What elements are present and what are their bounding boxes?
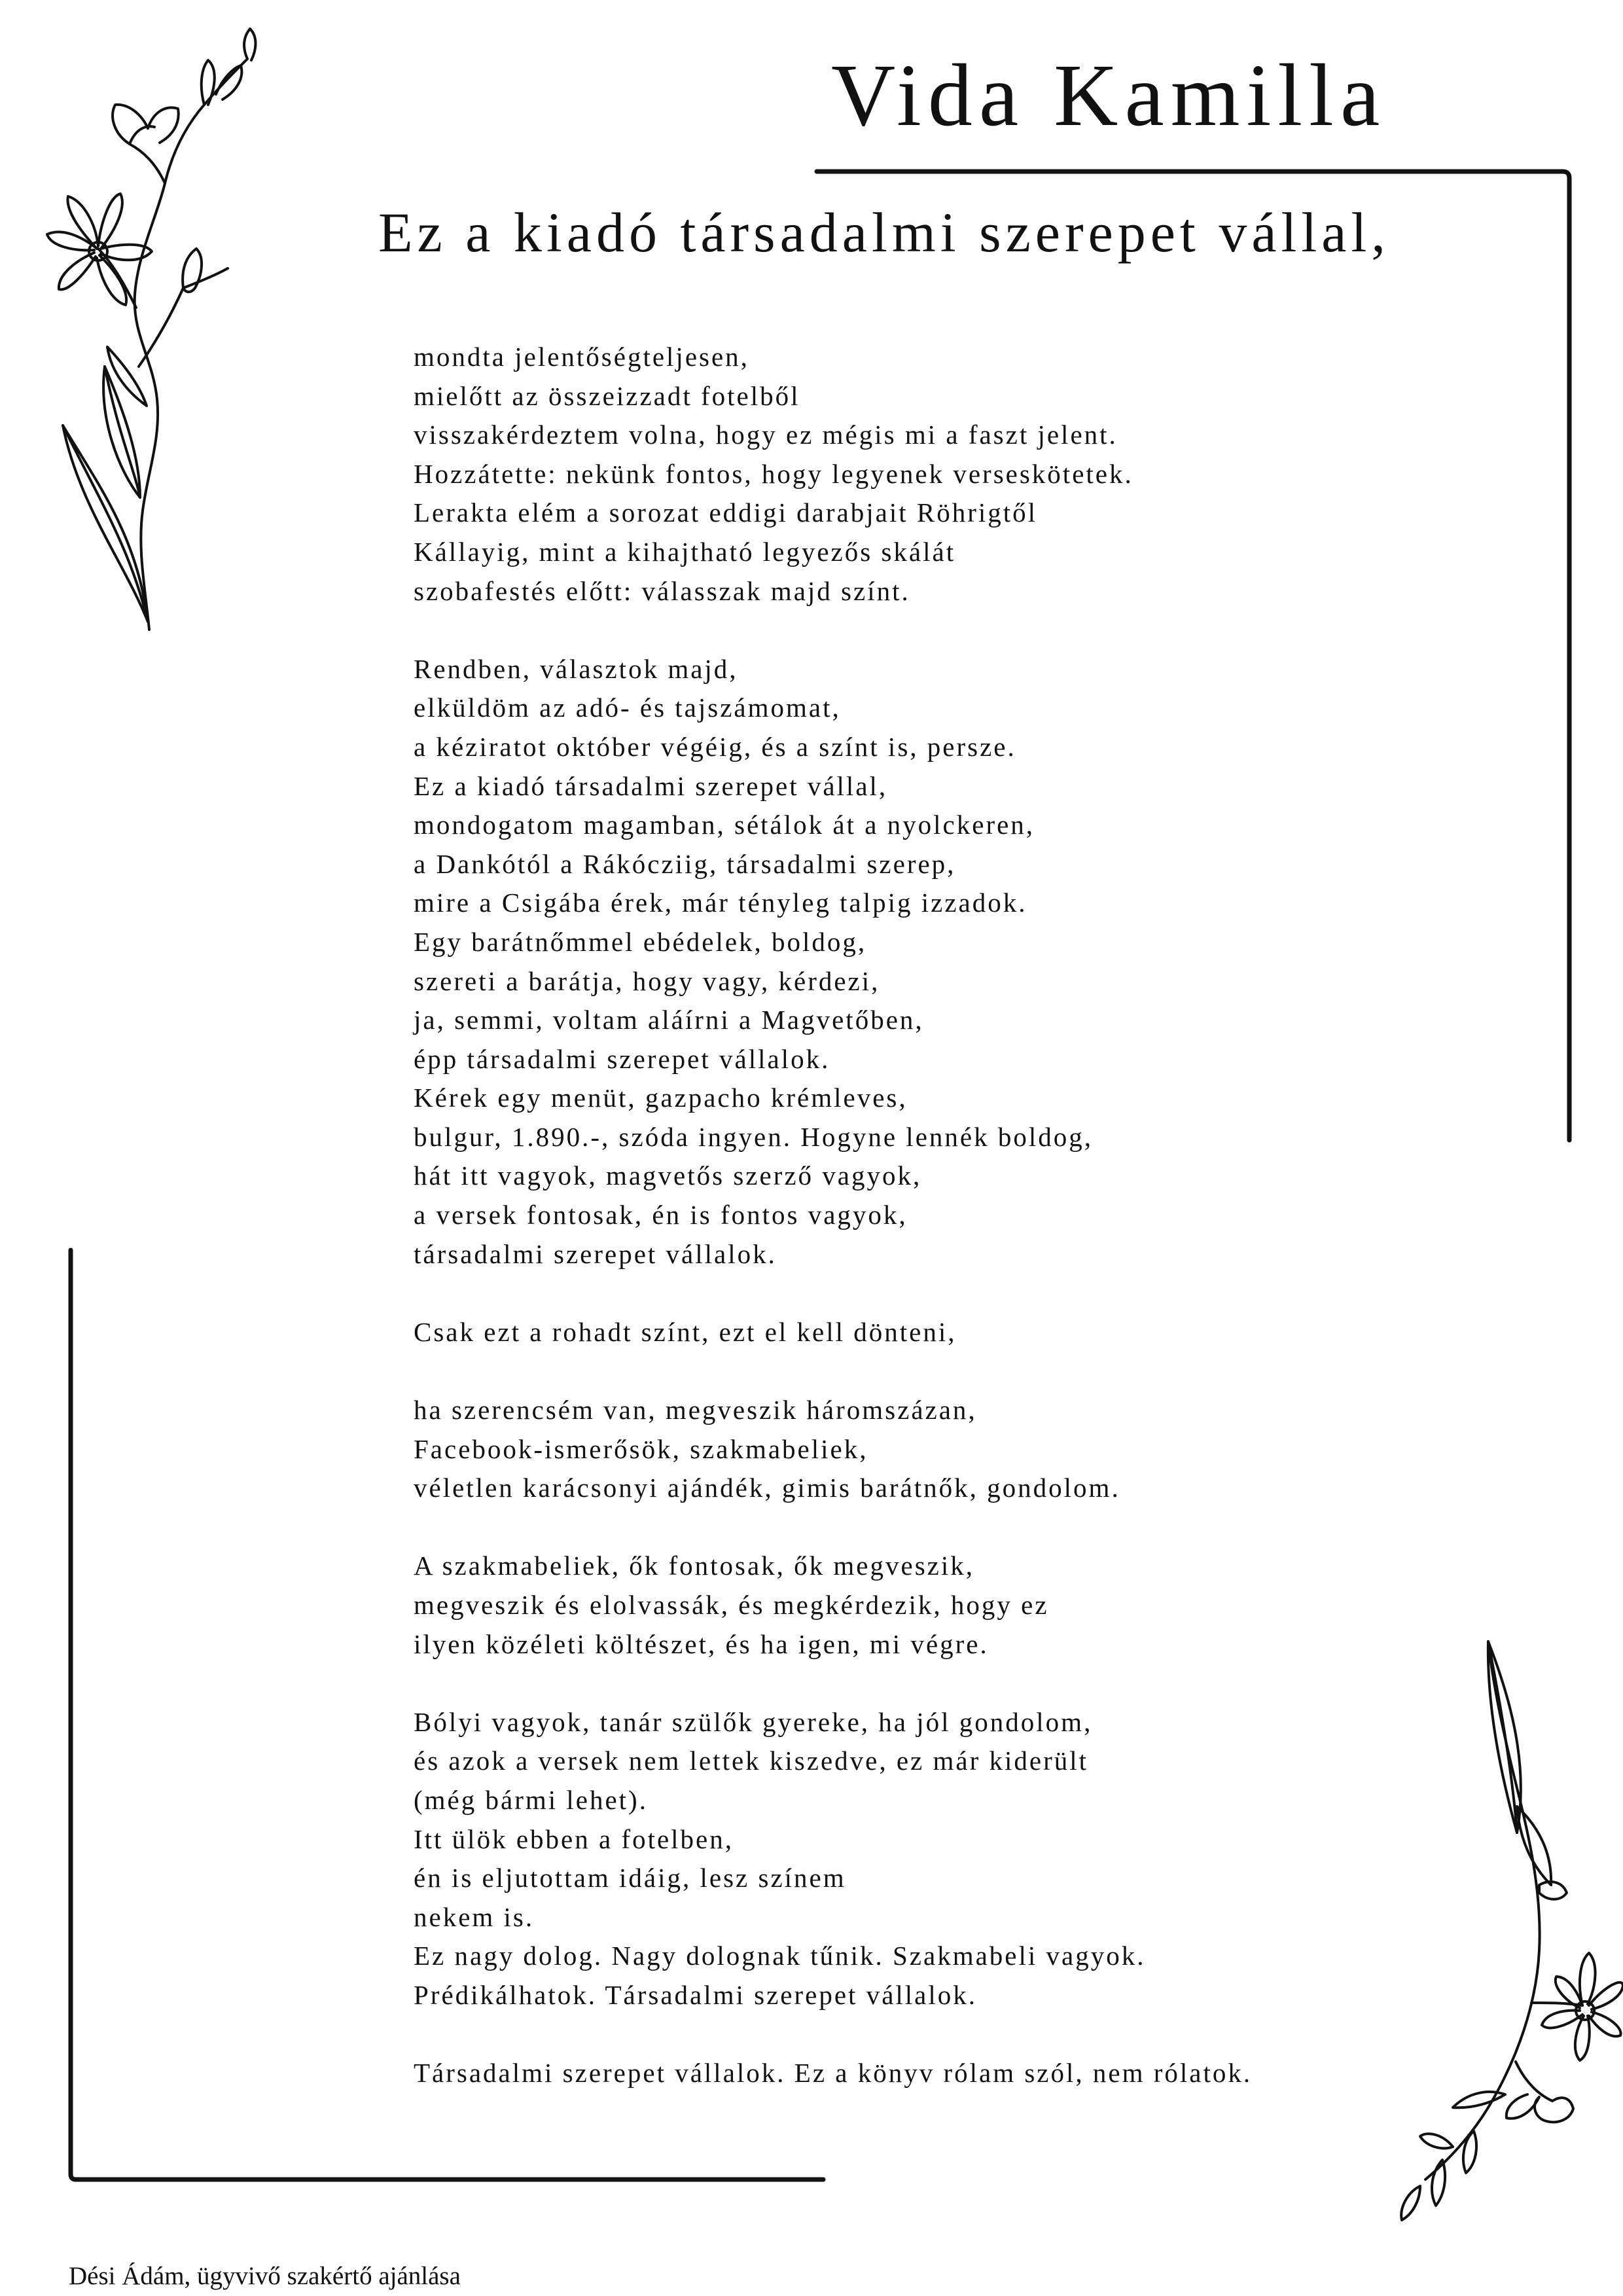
poem-line: visszakérdeztem volna, hogy ez mégis mi a faszt jelent. (414, 420, 1118, 450)
poem-line: Itt ülök ebben a fotelben, (414, 1823, 734, 1854)
poem-line: elküldöm az adó- és tajszámomat, (414, 692, 841, 723)
poem-line: épp társadalmi szerepet vállalok. (414, 1043, 830, 1074)
poem-line: Ez a kiadó társadalmi szerepet vállal, (414, 770, 888, 801)
poem-line: nekem is. (414, 1901, 535, 1932)
poem-line: szereti a barátja, hogy vagy, kérdezi, (414, 965, 880, 996)
poem-line: Ez nagy dolog. Nagy dolognak tűnik. Szakmabeli vagyok. (414, 1941, 1146, 1971)
poem-line: Rendben, választok majd, (414, 653, 738, 684)
poem-line: ha szerencsém van, megveszik háromszázan, (414, 1395, 977, 1426)
poem-line: véletlen karácsonyi ajándék, gimis barátnők, gondolom. (414, 1473, 1120, 1503)
poem-line: mire a Csigába érek, már tényleg talpig izzadok. (414, 888, 1027, 918)
poem-line: A szakmabeliek, ők fontosak, ők megveszik, (414, 1551, 974, 1581)
poem-line: Kállayig, mint a kihajtható legyezős skálát (414, 536, 956, 567)
poem-line: hát itt vagyok, magvetős szerző vagyok, (414, 1160, 922, 1191)
stanza (414, 650, 1487, 1274)
stanza (414, 338, 1487, 611)
poem-line: Társadalmi szerepet vállalok. Ez a könyv rólam szól, nem rólatok. (414, 2058, 1253, 2089)
poem-line: a versek fontosak, én is fontos vagyok, (414, 1200, 908, 1230)
stanza (414, 1547, 1487, 1664)
poem-line: mondogatom magamban, sétálok át a nyolckeren, (414, 810, 1035, 840)
poem-line: szobafestés előtt: válasszak majd színt. (414, 575, 910, 606)
poem-title: Ez a kiadó társadalmi szerepet vállal, (378, 201, 1390, 264)
stanza (414, 2054, 1487, 2093)
poem-line: (még bármi lehet). (414, 1784, 648, 1815)
poem-line: ilyen közéleti költészet, és ha igen, mi végre. (414, 1628, 989, 1659)
poem-line: a kéziratot október végéig, és a színt is, persze. (414, 731, 1016, 762)
stanza (414, 1391, 1487, 1508)
stanza (414, 1313, 1487, 1352)
poem-line: Egy barátnőmmel ebédelek, boldog, (414, 926, 867, 957)
poem-line: mondta jelentőségteljesen, (414, 342, 749, 372)
poem-line: Csak ezt a rohadt színt, ezt el kell dönteni, (414, 1316, 957, 1347)
poem-line: ja, semmi, voltam aláírni a Magvetőben, (414, 1005, 924, 1035)
poem-body (414, 338, 1487, 2093)
recommendation-credit: Dési Ádám, ügyvivő szakértő ajánlása (69, 2262, 461, 2290)
poem-line: a Dankótól a Rákócziig, társadalmi szerep, (414, 848, 956, 879)
poem-line: Prédikálhatok. Társadalmi szerepet vállalok. (414, 1979, 978, 2010)
author-name: Vida Kamilla (831, 46, 1387, 145)
poem-line: és azok a versek nem lettek kiszedve, ez már kiderült (414, 1746, 1089, 1776)
poem-line: Bólyi vagyok, tanár szülők gyereke, ha jól gondolom, (414, 1706, 1093, 1737)
poem-line: Facebook-ismerősök, szakmabeliek, (414, 1433, 868, 1464)
poem-line: Hozzátette: nekünk fontos, hogy legyenek verseskötetek. (414, 458, 1133, 489)
poem-line: Kérek egy menüt, gazpacho krémleves, (414, 1083, 908, 1113)
poem-line: én is eljutottam idáig, lesz színem (414, 1863, 846, 1893)
poem-line: megveszik és elolvassák, és megkérdezik, hogy ez (414, 1590, 1049, 1620)
poem-line: bulgur, 1.890.-, szóda ingyen. Hogyne lennék boldog, (414, 1121, 1093, 1152)
poem-line: társadalmi szerepet vállalok. (414, 1238, 777, 1269)
stanza (414, 1703, 1487, 2015)
poem-line: mielőtt az összeizzadt fotelből (414, 380, 800, 411)
poem-line: Lerakta elém a sorozat eddigi darabjait Röhrigtől (414, 497, 1038, 528)
